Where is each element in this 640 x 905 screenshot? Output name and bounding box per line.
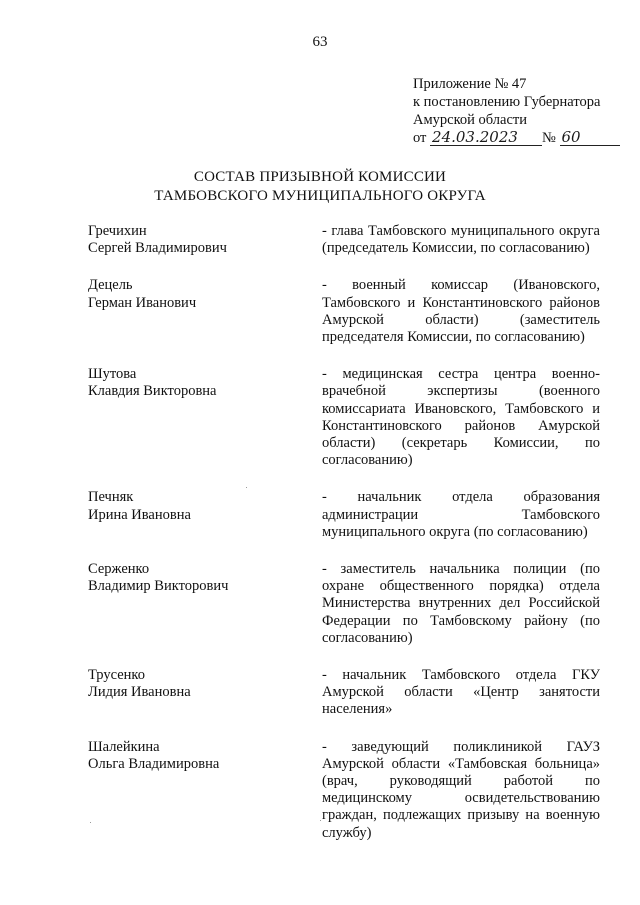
member-given-name: Сергей Владимирович	[88, 240, 227, 257]
member-given-name: Клавдия Викторовна	[88, 383, 217, 400]
member-row	[88, 561, 600, 647]
member-name	[88, 223, 322, 257]
member-name	[88, 739, 322, 842]
member-surname: Трусенко	[88, 667, 145, 684]
member-given-name: Владимир Викторович	[88, 578, 229, 595]
member-surname: Печняк	[88, 489, 134, 506]
member-role: - заведующий поликлиникой ГАУЗ Амурской области «Тамбовская больница» (врач, руководящий работой по медицинскому освидетельствованию граждан, подлежащих призыву на военную службу)	[322, 738, 600, 841]
member-role: - начальник Тамбовского отдела ГКУ Амурской области «Центр занятости населения»	[322, 667, 600, 718]
member-name	[88, 489, 322, 541]
appendix-decree: к постановлению Губернатора	[413, 94, 601, 110]
member-given-name: Лидия Ивановна	[88, 684, 191, 701]
member-row	[88, 223, 600, 257]
member-name	[88, 561, 322, 647]
member-role: - заместитель начальника полиции (по охране общественного порядка) отдела Министерства внутренних дел Российской Федерации по Тамбовскому району (по согласованию)	[322, 561, 600, 646]
member-row	[88, 277, 600, 346]
member-surname: Серженко	[88, 561, 150, 578]
member-list	[88, 223, 600, 842]
member-role: - медицинская сестра центра военно-врачебной экспертизы (военного комиссариата Ивановского, Тамбовского и Константиновского районов Амурской области) (секретарь Комиссии, по согласованию)	[322, 366, 600, 469]
handwritten-date: 24.03.2023	[430, 130, 542, 146]
scan-speck	[90, 822, 91, 823]
title-line-2: ТАМБОВСКОГО МУНИЦИПАЛЬНОГО ОКРУГА	[154, 188, 486, 204]
handwritten-number: 60	[560, 130, 620, 146]
member-role: - военный комиссар (Ивановского, Тамбовского и Константиновского районов Амурской области) (заместитель председателя Комиссии, по согласованию)	[322, 277, 600, 346]
member-given-name: Ирина Ивановна	[88, 506, 191, 523]
member-given-name: Ольга Владимировна	[88, 755, 220, 772]
page-number: 63	[312, 34, 328, 50]
date-prefix: от	[413, 130, 427, 146]
appendix-title: Приложение № 47	[413, 76, 527, 92]
member-name	[88, 366, 322, 469]
member-surname: Шалейкина	[88, 738, 160, 755]
member-surname: Гречихин	[88, 223, 147, 239]
number-sign: №	[542, 130, 556, 146]
appendix-region: Амурской области	[413, 112, 527, 128]
member-given-name: Герман Иванович	[88, 294, 197, 311]
member-row	[88, 366, 600, 469]
member-name	[88, 667, 322, 719]
member-role: - начальник отдела образования администрации Тамбовского муниципального округа (по согласованию)	[322, 489, 600, 540]
member-surname: Шутова	[88, 366, 137, 383]
member-surname: Децель	[88, 277, 133, 294]
member-row	[88, 489, 600, 541]
title-line-1: СОСТАВ ПРИЗЫВНОЙ КОМИССИИ	[193, 169, 447, 185]
member-name	[88, 277, 322, 346]
scan-speck	[320, 820, 321, 821]
appendix-date-line	[413, 129, 620, 147]
scan-speck	[246, 487, 247, 488]
member-role: - глава Тамбовского муниципального округа (председатель Комиссии, по согласованию)	[322, 223, 600, 257]
appendix-block	[413, 75, 620, 147]
member-row	[88, 739, 600, 842]
member-row	[88, 667, 600, 719]
document-title	[0, 168, 640, 206]
